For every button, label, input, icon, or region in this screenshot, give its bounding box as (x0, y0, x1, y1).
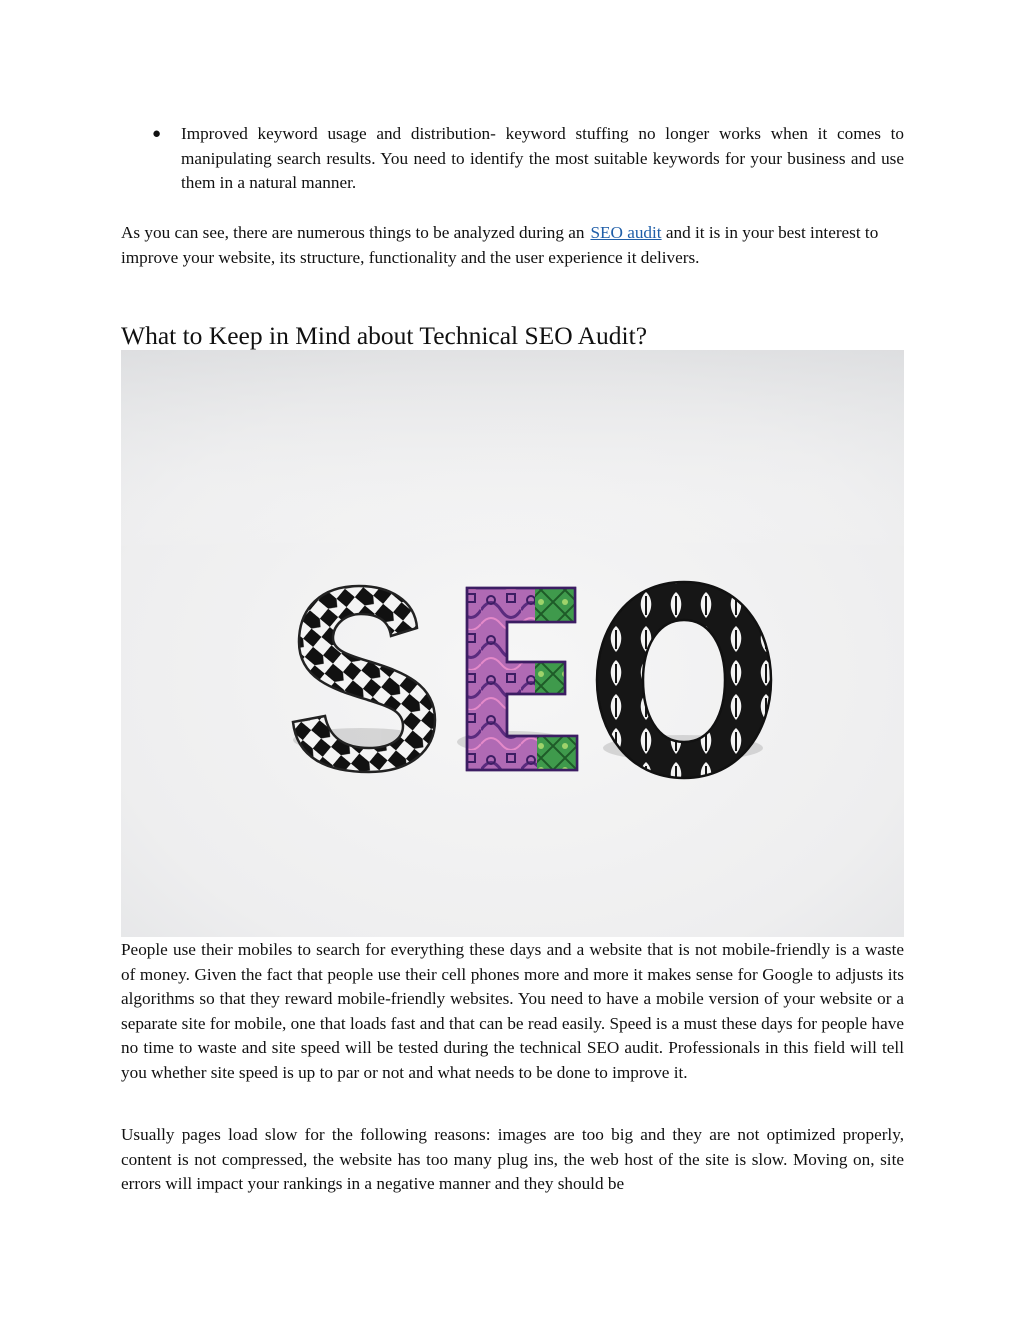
intro-paragraph (121, 221, 891, 270)
intro-text-before: As you can see, there are numerous things to be analyzed during an (121, 223, 585, 242)
seo-letters-photo (121, 350, 904, 937)
bullet-dot-icon: ● (152, 126, 162, 142)
bullet-text: Improved keyword usage and distribution- keyword stuffing no longer works when it comes to manipulating search results. You need to identify the most suitable keywords for your business and use them in a natural manner. (181, 124, 904, 193)
bullet-item (149, 122, 904, 196)
letter-e (467, 588, 577, 770)
section-heading: What to Keep in Mind about Technical SEO Audit? (121, 321, 648, 350)
seo-audit-link[interactable]: SEO audit (590, 223, 662, 242)
page-speed-paragraph: Usually pages load slow for the following reasons: images are too big and they are not optimized properly, content is not compressed, the website has too many plug ins, the web host of the site is slow. Moving on, site errors will impact your rankings in a negative manner and they should be (121, 1125, 904, 1194)
bullet-list (149, 122, 904, 196)
intro-text-after: and it is in your best interest to improve your website, its structure, functionality and the user experience it delivers. (121, 223, 879, 267)
mobile-paragraph: People use their mobiles to search for everything these days and a website that is not mobile-friendly is a waste of money. Given the fact that people use their cell phones more and more it makes sense for Google to adjusts its algorithms so that they reward mobile-friendly websites. You need to have a mobile version of your website or a separate site for mobile, one that loads fast and that can be read easily. Speed is a must these days for people have no time to waste and site speed will be tested during the technical SEO audit. Professionals in this field will tell you whether site speed is up to par or not and what needs to be done to improve it. (121, 940, 904, 1082)
